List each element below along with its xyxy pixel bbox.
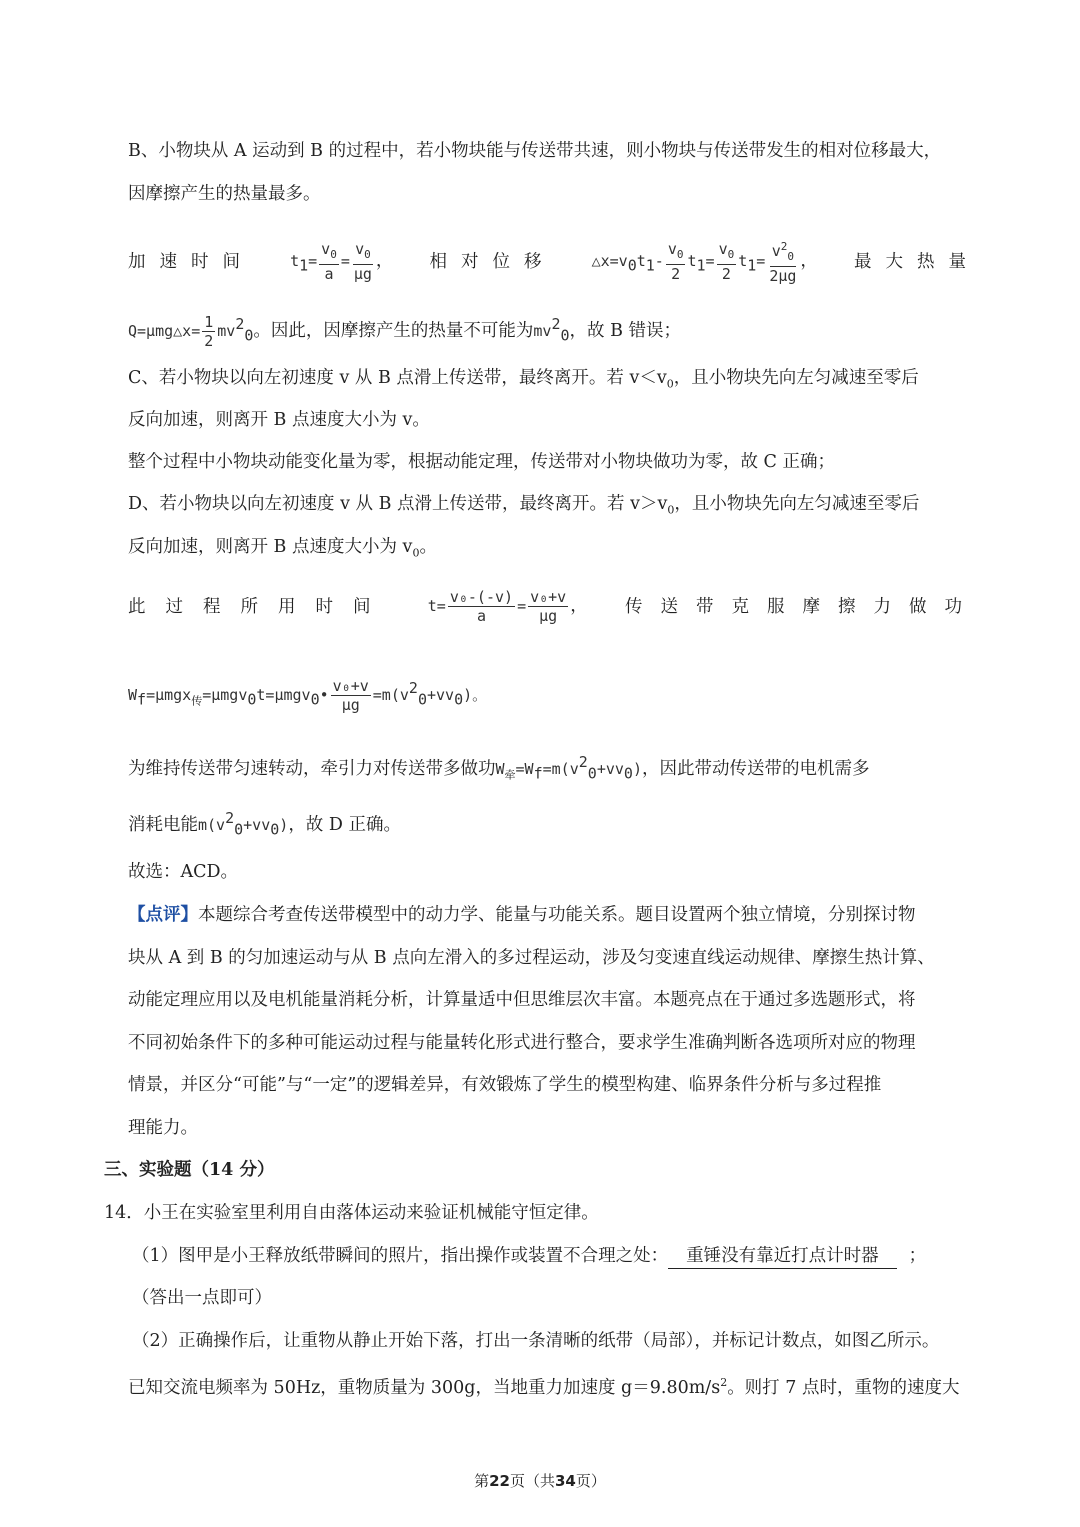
equals-2: =	[340, 252, 350, 270]
wf-res3: )。	[463, 685, 488, 704]
w-symbol: W	[128, 685, 138, 704]
comment-tag: 【点评】	[128, 905, 198, 925]
maint-m: =m(v	[542, 759, 579, 778]
comma: ，	[570, 596, 588, 616]
sub-1: 1	[645, 256, 655, 275]
frac-num: 1	[204, 312, 214, 331]
p1-answer: 重锤没有靠近打点计时器	[668, 1244, 897, 1269]
c-text-b: ，且小物块先向左匀减速至零后	[673, 368, 919, 388]
frac-num: v₀+v	[332, 676, 369, 695]
p2-sup: 2	[720, 1376, 728, 1389]
wf-res: =m(v	[372, 685, 409, 704]
q14-part2-line1: （2）正确操作后，让重物从静止开始下落，打出一条清晰的纸带（局部），并标记计数点，如图乙所示。	[132, 1331, 940, 1351]
comment-text: 本题综合考查传送带模型中的动力学、能量与功能关系。题目设置两个独立情境，分别探讨物	[198, 905, 916, 925]
footer-mid: 页（共	[509, 1472, 555, 1490]
d-text-a: D、若小物块以向左初速度 v 从 B 点滑上传送带，最终离开。若 v＞v	[128, 494, 668, 514]
t-symbol: t	[636, 252, 646, 270]
dx-expr: △x=v	[591, 252, 628, 270]
sup-2: 2	[235, 315, 245, 333]
q-end: ，故 B 错误；	[569, 320, 682, 341]
sup-2: 2	[578, 753, 588, 771]
heat-q-line	[128, 312, 980, 350]
frac-num-sub: 0	[787, 250, 795, 263]
p2-text-a: 已知交流电频率为 50Hz，重物质量为 300g，当地重力加速度 g＝9.80m/s	[128, 1377, 721, 1398]
comment-line3: 动能定理应用以及电机能量消耗分析，计算量适中但思维层次丰富。本题亮点在于通过多选题形式，将	[128, 990, 916, 1010]
equals: =	[308, 252, 318, 270]
sub-1: 1	[747, 256, 757, 275]
sub-0: 0	[623, 764, 633, 783]
q14-part1	[132, 1244, 986, 1269]
equals: =	[756, 252, 766, 270]
d2-sub: 0	[412, 546, 420, 560]
maint-close: )	[632, 759, 642, 778]
comment-line2: 块从 A 到 B 的匀加速运动与从 B 点向左滑入的多过程运动，涉及匀变速直线运动规律、摩擦生热计算、	[128, 948, 935, 968]
maint-text-b: ，因此带动传送带的电机需多	[641, 758, 870, 779]
max-heat-label: 最大热量	[854, 251, 980, 272]
p1-end: ；	[908, 1246, 927, 1266]
frac-den: a	[476, 607, 486, 625]
energy-line	[128, 806, 980, 841]
dot: •	[319, 685, 329, 704]
wf-mid: =μmgx	[146, 685, 192, 704]
frac-wf	[331, 677, 371, 714]
frac-v02-2mug	[767, 238, 798, 285]
equals: =	[705, 252, 715, 270]
frac-time-1	[448, 588, 515, 625]
energy-plus: +vv	[243, 815, 271, 834]
sub-qian: 牵	[504, 768, 516, 782]
sub-0: 0	[560, 326, 570, 345]
frac-den: 2μg	[769, 267, 797, 285]
sub-0: 0	[247, 690, 257, 709]
q14-part2-line2	[128, 1371, 980, 1400]
option-d-line1	[128, 492, 980, 523]
frac-num-sub: 0	[364, 248, 371, 261]
t-symbol: t	[687, 252, 697, 270]
p1-text: （1）图甲是小王释放纸带瞬间的照片，指出操作或装置不合理之处：	[132, 1246, 669, 1266]
d-sub: 0	[667, 503, 675, 517]
t-symbol: t	[290, 252, 300, 270]
option-d-line2	[128, 535, 980, 566]
frac-den: 2	[671, 265, 681, 283]
frac-num: v	[667, 240, 677, 258]
q14-part1-note: （答出一点即可）	[132, 1288, 272, 1308]
w-symbol: W	[495, 759, 505, 778]
wf-mid2: =μmgv	[202, 685, 248, 704]
energy-m: m(v	[198, 815, 226, 834]
equals: =	[517, 597, 527, 615]
frac-num-sub: 0	[727, 248, 735, 261]
frac-num-sub: 0	[330, 248, 337, 261]
page-footer	[0, 1470, 1080, 1491]
comment-line6: 理能力。	[128, 1118, 198, 1138]
d2-text-a: 反向加速，则离开 B 点速度大小为 v	[128, 537, 413, 557]
maint-eq: =W	[515, 759, 534, 778]
d2-text-b: 。	[419, 537, 437, 557]
comment-line5: 情景，并区分“可能”与“一定”的逻辑差异，有效锻炼了学生的模型构建、临界条件分析与多过程推	[128, 1075, 882, 1095]
frac-num: v	[321, 240, 331, 258]
c-sub: 0	[666, 377, 674, 391]
d-text-b: ，且小物块先向左匀减速至零后	[674, 494, 920, 514]
formula-line-time	[128, 588, 980, 625]
frac-den: μg	[341, 695, 360, 714]
time-formula	[428, 588, 588, 625]
mv: mv	[217, 321, 236, 340]
option-c-line3: 整个过程中小物块动能变化量为零，根据动能定理，传送带对小物块做功为零，故 C 正确；	[128, 452, 836, 472]
sub-0: 0	[234, 820, 244, 839]
rel-disp-label: 相对位移	[429, 251, 556, 272]
option-b-line1: B、小物块从 A 运动到 B 的过程中，若小物块能与传送带共速，则小物块与传送带发生的相对位移最大，	[128, 141, 942, 161]
frac-v0-mug	[352, 240, 374, 283]
frac-v0-2b	[717, 240, 737, 283]
wf-res2: +vv	[426, 685, 455, 704]
footer-suffix: 页）	[575, 1472, 606, 1490]
frac-v0-2	[666, 240, 686, 283]
comment-line4: 不同初始条件下的多种可能运动过程与能量转化形式进行整合，要求学生准确判断各选项所对应的物理	[128, 1033, 916, 1053]
footer-prefix: 第	[474, 1472, 490, 1490]
frac-num: v	[355, 240, 365, 258]
frac-den: 2	[204, 331, 214, 350]
sub-0: 0	[310, 690, 320, 709]
c-text-a: C、若小物块以向左初速度 v 从 B 点滑上传送带，最终离开。若 v＜v	[128, 368, 667, 388]
energy-text-a: 消耗电能	[128, 814, 198, 835]
sub-0: 0	[244, 326, 254, 345]
sup-2: 2	[225, 809, 235, 827]
frac-num: v₀-(-v)	[449, 588, 514, 606]
frac-half	[202, 313, 215, 350]
frac-num: v	[718, 240, 728, 258]
frac-num: v₀+v	[530, 588, 567, 606]
formula-line-accel	[128, 238, 980, 285]
time-label: 此过程所用时间	[128, 596, 391, 617]
frac-num-sub: 0	[676, 248, 684, 261]
frac-v0-a	[319, 240, 339, 283]
dx-formula: $\triangle x=v_0t_1-$ $\frac{v_0}{2}$ $t_1=$ $\frac{v_0}{2}$ $t_1=$ $\frac{v^2_0}{2\mu g}$ ，	[591, 240, 818, 285]
page-number: 22	[489, 1472, 510, 1490]
work-formula-line	[128, 676, 980, 714]
sub-chuan: 传	[191, 694, 203, 708]
p2-text-b: 。则打 7 点时，重物的速度大	[727, 1377, 960, 1398]
accel-time-label: 加速时间	[128, 251, 254, 272]
maint-plus: +vv	[596, 759, 624, 778]
frac-den: a	[324, 265, 334, 283]
q-text: 。因此，因摩擦产生的热量不可能为	[253, 320, 534, 341]
question-14-stem: 14．小王在实验室里利用自由落体运动来验证机械能守恒定律。	[104, 1203, 599, 1223]
frac-time-2	[528, 588, 568, 625]
total-pages: 34	[555, 1472, 576, 1490]
maint-text-a: 为维持传送带匀速转动，牵引力对传送带多做功	[128, 758, 496, 779]
sub-f: f	[533, 764, 543, 783]
sub-0: 0	[270, 820, 280, 839]
q-expr: Q=μmg△x=	[128, 321, 201, 340]
option-b-line2: 因摩擦产生的热量最多。	[128, 184, 321, 204]
energy-close: )	[279, 815, 289, 834]
work-label: 传送带克服摩擦力做功	[625, 596, 980, 617]
mv-2: mv	[533, 321, 552, 340]
energy-text-b: ，故 D 正确。	[288, 814, 401, 835]
frac-num: v	[771, 242, 781, 260]
sub-1: 1	[299, 256, 309, 275]
wf-mid3: t=μmgv	[256, 685, 311, 704]
comma: ，	[800, 251, 818, 271]
sup-2: 2	[408, 679, 418, 697]
option-c-line1	[128, 366, 980, 397]
sup-2: 2	[551, 315, 561, 333]
sub-0: 0	[587, 764, 597, 783]
frac-den: μg	[353, 265, 372, 283]
sub-0: 0	[454, 690, 464, 709]
comma: ，	[375, 251, 394, 271]
answer-line: 故选：ACD。	[128, 862, 239, 882]
frac-num-sup: 2	[780, 240, 788, 253]
sub-f: f	[137, 690, 147, 709]
t-symbol: t	[738, 252, 748, 270]
sub-1: 1	[696, 256, 706, 275]
t-eq: t=	[427, 597, 446, 615]
section-heading: 三、实验题（14 分）	[104, 1160, 275, 1180]
comment-line1	[128, 903, 980, 927]
frac-den: 2	[721, 265, 731, 283]
sub-0: 0	[627, 256, 637, 275]
sub-0: 0	[417, 690, 427, 709]
t1-formula	[290, 240, 393, 283]
option-c-line2: 反向加速，则离开 B 点速度大小为 v。	[128, 410, 430, 430]
maintain-line	[128, 750, 980, 787]
frac-den: μg	[539, 607, 558, 625]
